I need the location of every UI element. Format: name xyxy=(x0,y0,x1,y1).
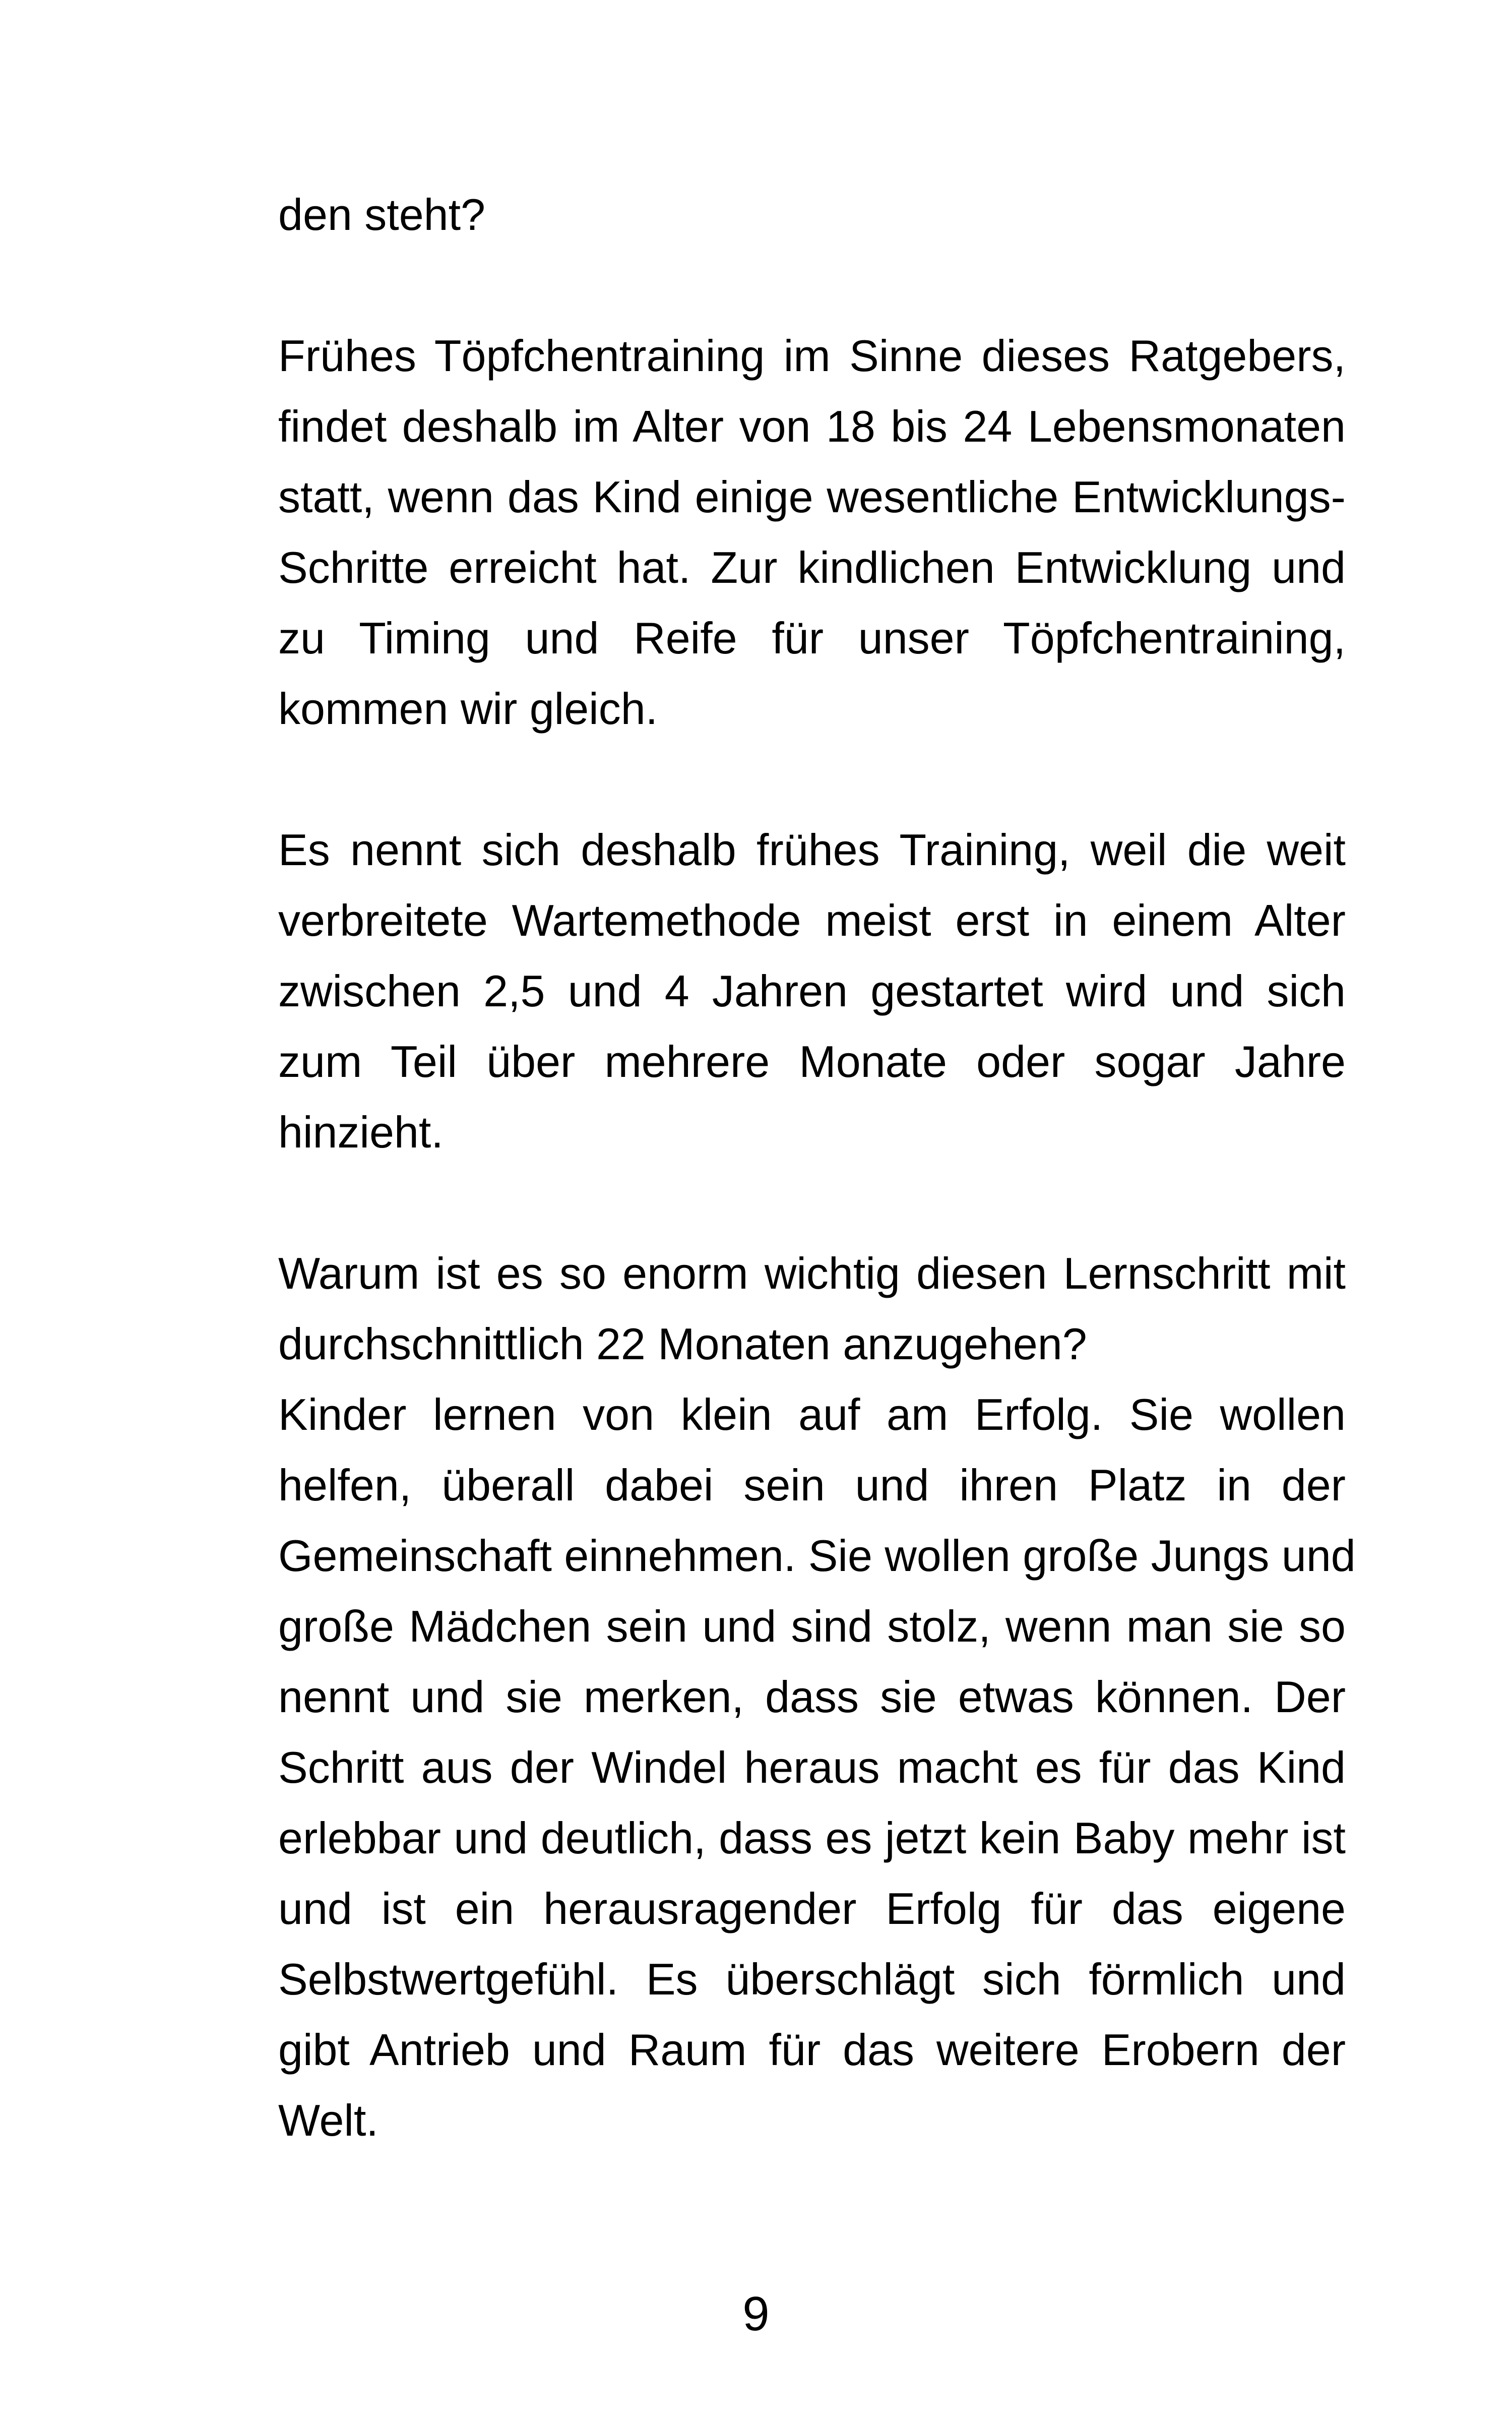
text-line: Schritte erreicht hat. Zur kindlichen Entwicklung und xyxy=(278,542,1346,592)
paragraph-2 xyxy=(278,321,1346,744)
text-line: gibt Antrieb und Raum für das weitere Erobern der xyxy=(278,2025,1346,2075)
paragraph-1 xyxy=(278,179,1346,250)
text-line: erlebbar und deutlich, dass es jetzt kein Baby mehr ist xyxy=(278,1813,1346,1863)
text-line: durchschnittlich 22 Monaten anzugehen? xyxy=(278,1319,1087,1369)
text-line: helfen, überall dabei sein und ihren Platz in der xyxy=(278,1460,1346,1510)
text-line: große Mädchen sein und sind stolz, wenn man sie so xyxy=(278,1601,1346,1651)
body-text xyxy=(278,179,1356,2156)
text-line: kommen wir gleich. xyxy=(278,684,658,734)
text-line: den steht? xyxy=(278,190,485,239)
text-line: Frühes Töpfchentraining im Sinne dieses Ratgebers, xyxy=(278,331,1346,381)
paragraph-3 xyxy=(278,815,1346,1168)
paragraph-spacer xyxy=(278,1168,1346,1238)
text-line: Kinder lernen von klein auf am Erfolg. Sie wollen xyxy=(278,1389,1346,1439)
text-line: zum Teil über mehrere Monate oder sogar Jahre xyxy=(278,1037,1346,1086)
text-line: verbreitete Wartemethode meist erst in einem Alter xyxy=(278,895,1346,945)
paragraph-spacer xyxy=(278,250,1346,321)
text-line: zu Timing und Reife für unser Töpfchentraining, xyxy=(278,613,1346,663)
page-number: 9 xyxy=(742,2287,770,2341)
text-line: Selbstwertgefühl. Es überschlägt sich förmlich und xyxy=(278,1954,1346,2004)
paragraph-spacer xyxy=(278,744,1346,815)
text-line: findet deshalb im Alter von 18 bis 24 Lebensmonaten xyxy=(278,401,1346,451)
text-line: Es nennt sich deshalb frühes Training, weil die weit xyxy=(278,825,1346,875)
text-line: Warum ist es so enorm wichtig diesen Lernschritt mit xyxy=(278,1248,1346,1298)
paragraph-4 xyxy=(278,1238,1356,2156)
text-line: und ist ein herausragender Erfolg für das eigene xyxy=(278,1884,1346,1933)
text-line: zwischen 2,5 und 4 Jahren gestartet wird und sich xyxy=(278,966,1346,1016)
text-line: hinzieht. xyxy=(278,1107,444,1157)
text-line: Welt. xyxy=(278,2095,379,2145)
text-line: statt, wenn das Kind einige wesentliche Entwicklungs- xyxy=(278,472,1346,522)
text-line: Gemeinschaft einnehmen. Sie wollen große Jungs und xyxy=(278,1531,1356,1581)
text-line: nennt und sie merken, dass sie etwas können. Der xyxy=(278,1672,1346,1722)
text-line: Schritt aus der Windel heraus macht es für das Kind xyxy=(278,1742,1346,1792)
